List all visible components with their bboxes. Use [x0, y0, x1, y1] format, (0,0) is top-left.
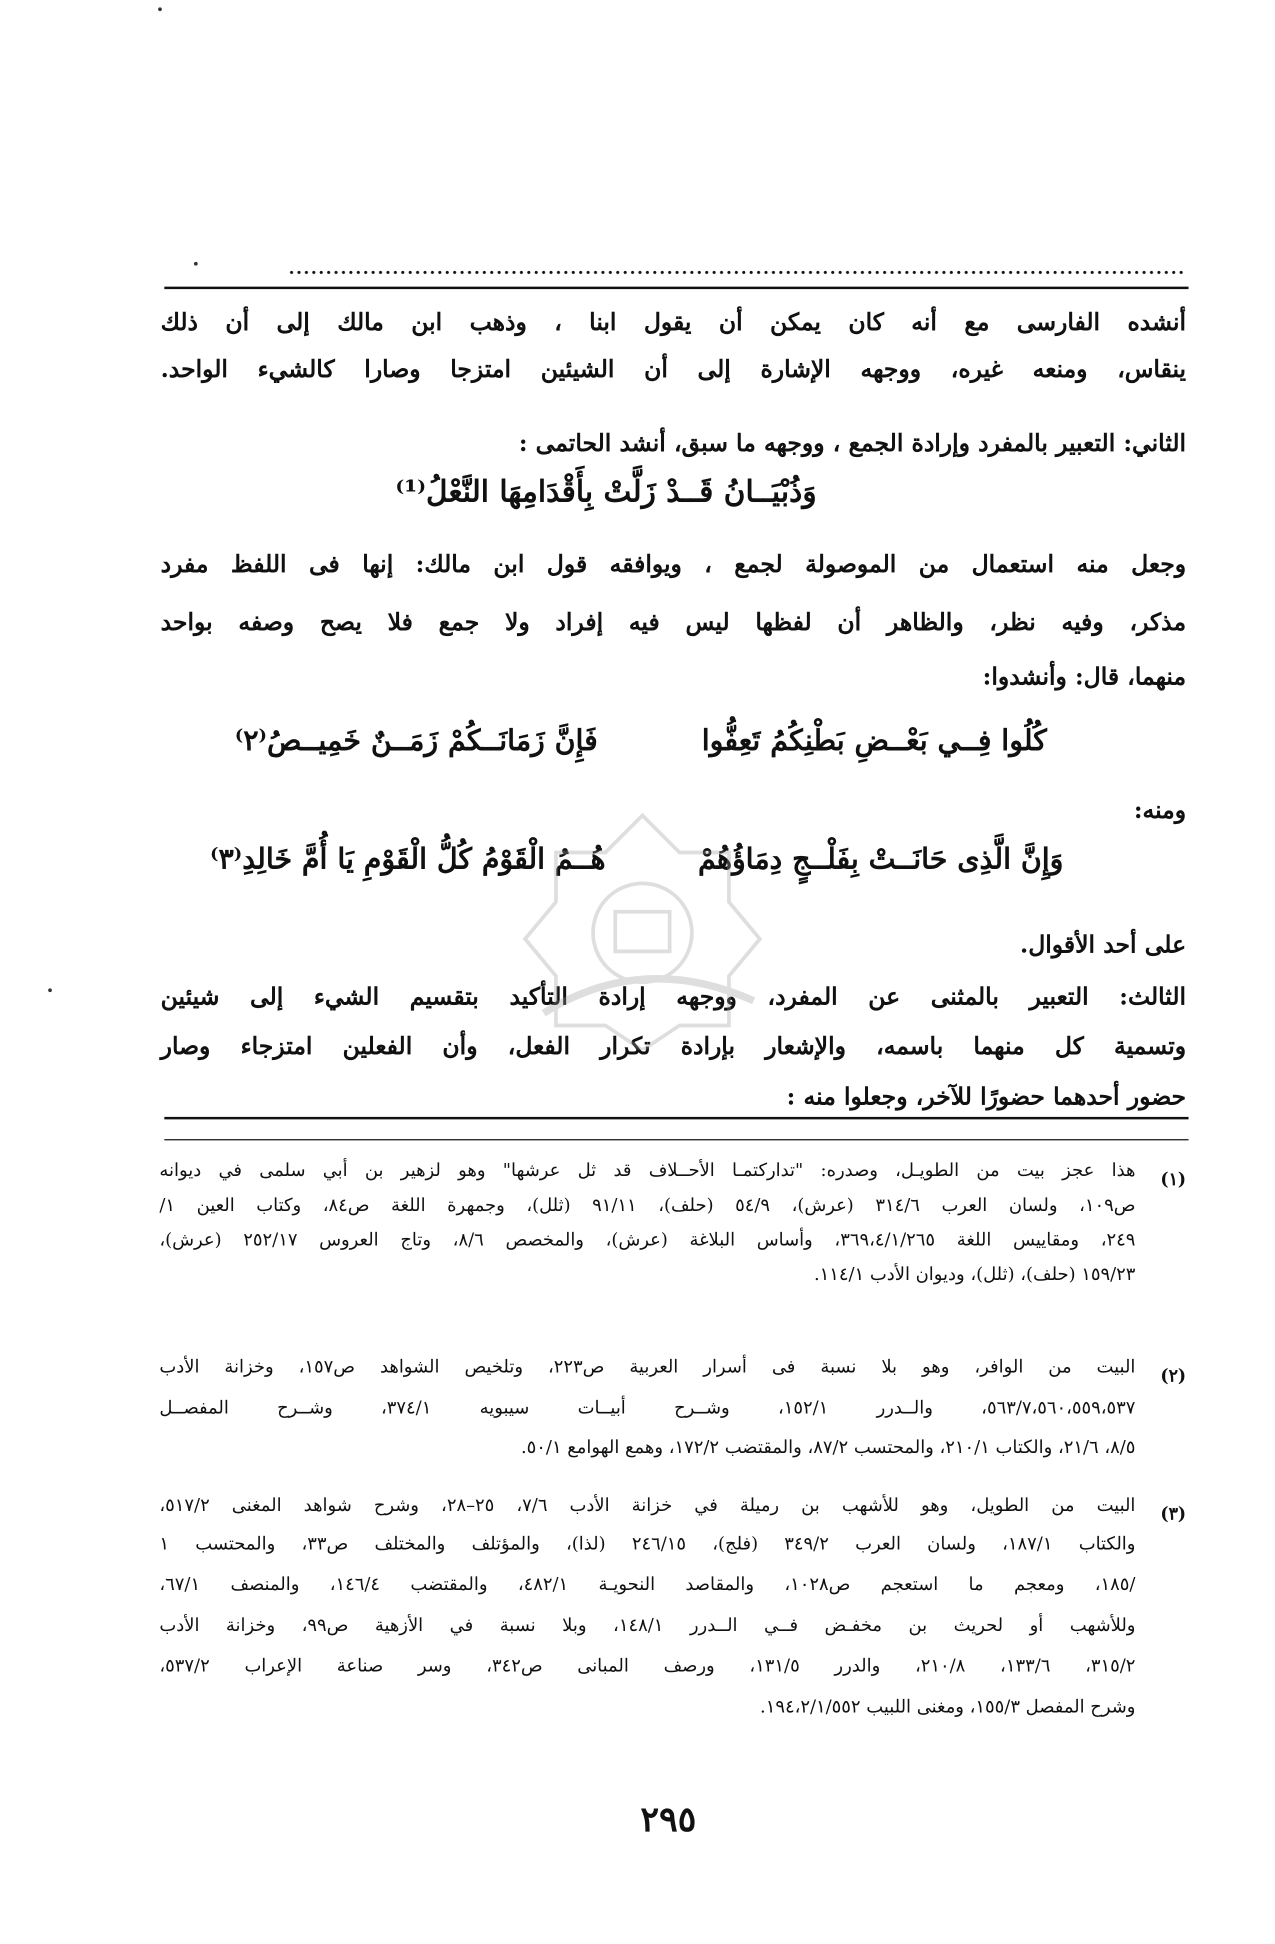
scan-speck: [48, 988, 52, 992]
footnote-3-number: (٣): [1160, 1504, 1187, 1525]
footnote-2-number: (٢): [1160, 1366, 1187, 1387]
body-line-4: وجعل منه استعمال من الموصولة لجمع ، ويوافقه قول ابن مالك: إنها فى اللفظ مفرد: [160, 551, 1187, 579]
section-three-heading-line: الثالث: التعبير بالمثنى عن المفرد، ووجهه إرادة التأكيد بتقسيم الشيء إلى شيئين: [160, 983, 1187, 1011]
library-stamp-watermark: [507, 803, 779, 1050]
body-line-11: حضور أحدهما حضورًا للآخر، وجعلوا منه :: [786, 1083, 1187, 1111]
body-line-10: وتسمية كل منهما باسمه، والإشعار بإرادة تكرار الفعل، وأن الفعلين امتزجاء وصار: [160, 1032, 1187, 1061]
text-underline: [164, 1117, 1188, 1119]
verse-2-first-hemistich: كُلُوا فِــي بَعْــضِ بَطْنِكُمُ تَعِفُّوا: [701, 724, 1047, 758]
footnote-1-number: (١): [1160, 1170, 1187, 1190]
footnote-separator: [164, 1139, 1188, 1140]
body-line-5: مذكر، وفيه نظر، والظاهر أن لفظها ليس فيه إفراد ولا جمع فلا يصح وصفه بواحد: [160, 609, 1187, 637]
body-line-8: على أحد الأقوال.: [1020, 931, 1187, 959]
footnote-3-line-1: البيت من الطويل، وهو للأشهب بن رميلة في خزانة الأدب ٧/٦، ٢٥–٢٨، وشرح شواهد المغنى ٥١٧/٢،: [159, 1496, 1136, 1516]
verse-3-first-hemistich: وَإِنَّ الَّذِى حَانَــتْ بِفَلْــجٍ دِمَاؤُهُمْ: [698, 842, 1064, 876]
footnote-1-line-4: ١٥٩/٢٣ (حلف)، (ثلل)، وديوان الأدب ١١٤/١.: [813, 1265, 1136, 1285]
body-line-6: منهما، قال: وأنشدوا:: [982, 663, 1187, 691]
body-line-7: ومنه:: [1133, 796, 1187, 825]
footnote-3-line-6: وشرح المفصل ١٥٥/٣، ومغنى اللبيب ١٩٤،٢/١/٥٥٢.: [760, 1697, 1136, 1718]
header-solid-rule: [164, 287, 1188, 289]
verse-3-second-hemistich: هُــمُ الْقَوْمُ كُلُّ الْقَوْمِ يَا أُمَّ خَالِدِ⁽٣⁾: [210, 842, 606, 876]
footnote-2-line-3: ٨/٥، ٢١/٦، والكتاب ٢١٠/١، والمحتسب ٨٧/٢، والمقتضب ١٧٢/٢، وهمع الهوامع ٥٠/١.: [520, 1438, 1136, 1458]
body-line-2: ينقاس، ومنعه غيره، ووجهه الإشارة إلى أن الشيئين امتزجا وصارا كالشيء الواحد.: [160, 355, 1187, 384]
footnote-3-line-2: والكتاب ١٨٧/١، ولسان العرب ٣٤٩/٢ (فلج)، ٢٤٦/١٥ (لذا)، والمؤتلف والمختلف ص٣٣، والمحتسب ١: [159, 1534, 1136, 1555]
scan-speck: [158, 7, 162, 11]
footnote-1-line-2: ص١٠٩، ولسان العرب ٣١٤/٦ (عرش)، ٥٤/٩ (حلف)، ٩١/١١ (ثلل)، وجمهرة اللغة ص٨٤، وكتاب العين ١/: [159, 1195, 1136, 1216]
footnote-2-line-1: البيت من الوافر، وهو بلا نسبة فى أسرار العربية ص٢٢٣، وتلخيص الشواهد ص١٥٧، وخزانة الأدب: [159, 1357, 1136, 1378]
footnote-3-line-3: /١٨٥، ومعجم ما استعجم ص١٠٢٨، والمقاصد النحويـة ٤٨٢/١، والمقتضب ١٤٦/٤، والمنصف ٦٧/١،: [159, 1575, 1136, 1596]
footnote-1-line-1: هذا عجز بيت من الطويـل، وصدره: "تداركتمـا الأحــلاف قد ثل عرشها" وهو لزهير بن أبي سلمى في ديوانه: [159, 1161, 1136, 1182]
body-line-1: أنشده الفارسى مع أنه كان يمكن أن يقول ابنا ، وذهب ابن مالك إلى أن ذلك: [160, 308, 1187, 337]
footnote-1-line-3: ٢٤٩، ومقاييس اللغة ٣٦٩،٤/١/٢٦٥، وأساس البلاغة (عرش)، والمخصص ٨/٦، وتاج العروس ٢٥٢/١٧ (عرش)،: [159, 1230, 1136, 1251]
verse-2-second-hemistich: فَإِنَّ زَمَانَــكُمْ زَمَــنٌ خَمِيــصُ⁽٢⁾: [234, 724, 598, 758]
section-two-heading-line: الثاني: التعبير بالمفرد وإرادة الجمع ، ووجهه ما سبق، أنشد الحاتمى :: [518, 429, 1187, 458]
header-dotted-rule: [288, 271, 1186, 275]
footnote-3-line-4: وللأشهب أو لحريث بن مخفـض فــي الــدرر ١٤٨/١، وبلا نسبة في الأزهية ص٩٩، وخزانة الأدب: [159, 1616, 1136, 1636]
scan-speck: [194, 262, 198, 266]
footnote-2-line-2: ٥٦٣/٧،٥٦٠،٥٥٩،٥٣٧، والــدرر ١٥٢/١، وشــرح أبيــات سيبويه ٣٧٤/١، وشــرح المفصــل: [159, 1398, 1136, 1419]
verse-1: وَذُبْيَــانُ قَــدْ زَلَّتْ بِأَقْدَامِهَا النَّعْلُ⁽¹⁾: [395, 473, 817, 510]
footnote-3-line-5: ٣١٥/٢، ١٣٣/٦، ٢١٠/٨، والدرر ١٣١/٥، ورصف المبانى ص٣٤٢، وسر صناعة الإعراب ٥٣٧/٢،: [159, 1656, 1136, 1677]
page-number: ٢٩٥: [640, 1798, 697, 1840]
